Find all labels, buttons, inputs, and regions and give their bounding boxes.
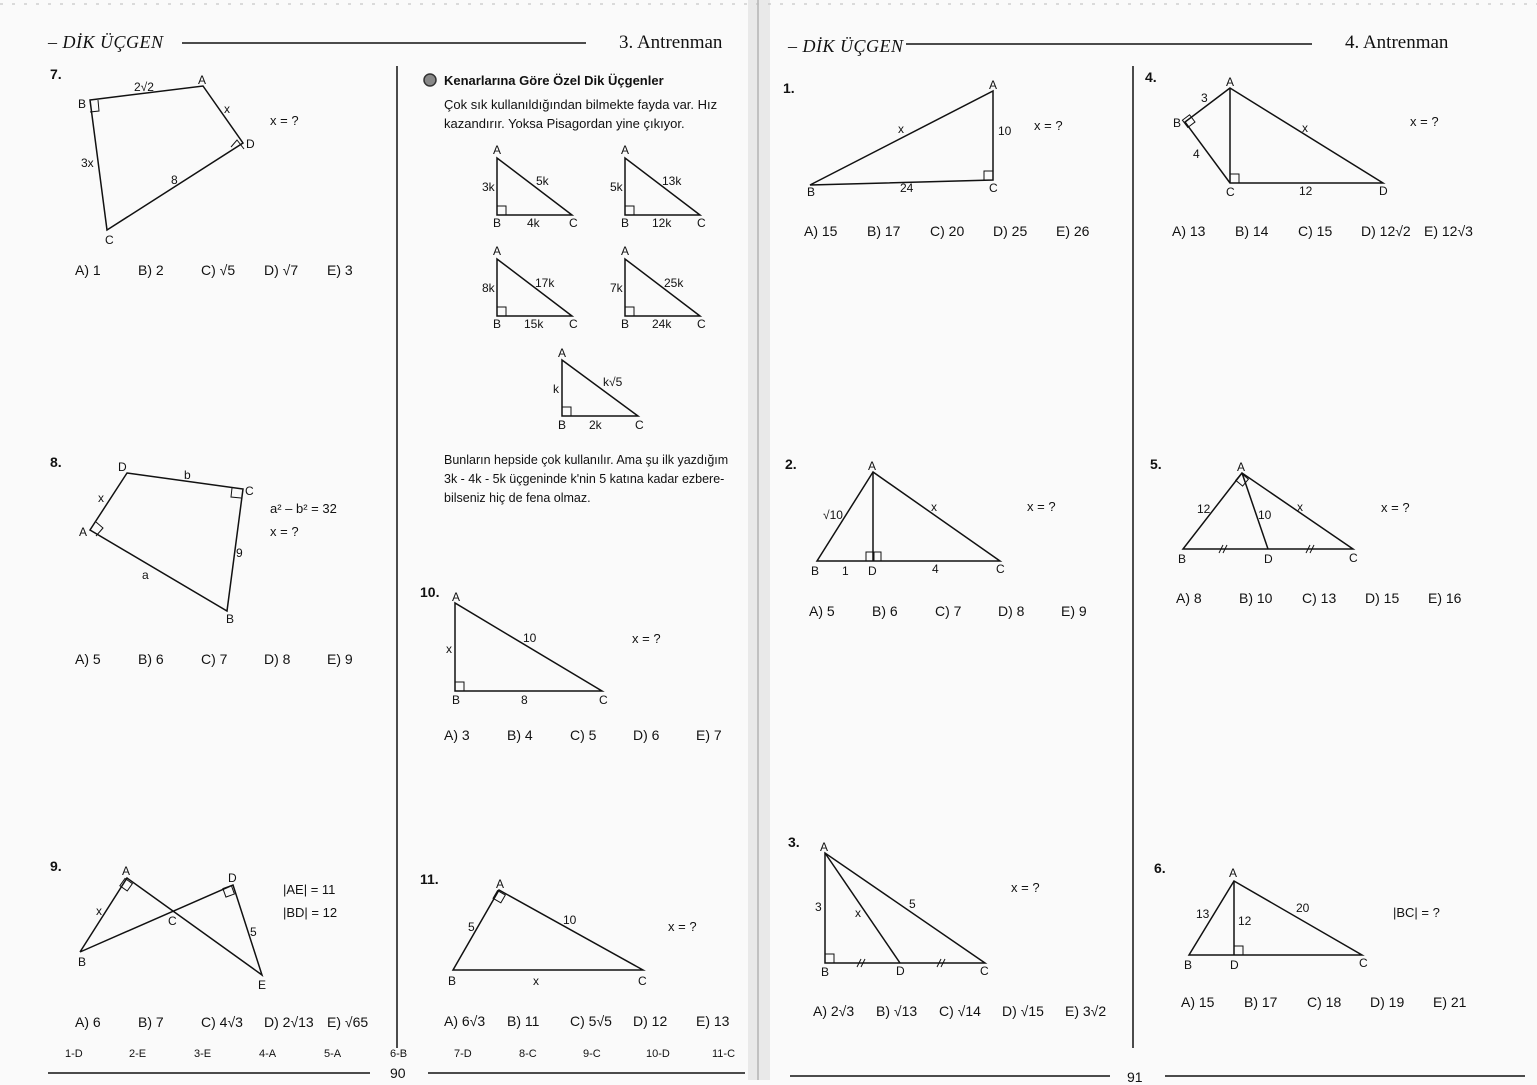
r1-option-d[interactable]: D) 25 (993, 223, 1028, 239)
t1-label-a: A (493, 143, 502, 157)
r5-side-ad: 10 (1258, 508, 1272, 522)
q10-side-ac: 10 (523, 631, 537, 645)
r1-question: x = ? (1034, 118, 1063, 133)
t1-leg-2: 4k (527, 216, 540, 230)
r3-question: x = ? (1011, 880, 1040, 895)
r1-option-e[interactable]: E) 26 (1056, 223, 1090, 239)
q7-option-b[interactable]: B) 2 (138, 262, 164, 278)
q8-number: 8. (50, 454, 62, 470)
t2-label-c: C (697, 216, 706, 230)
r1-option-a[interactable]: A) 15 (804, 223, 838, 239)
r5-number: 5. (1150, 456, 1162, 472)
t5-hyp: k√5 (603, 375, 623, 389)
t1-label-c: C (569, 216, 578, 230)
r2-side-ab: √10 (823, 508, 843, 522)
q8-label-d: D (118, 460, 127, 474)
q7-options (75, 262, 390, 278)
r4-option-c[interactable]: C) 15 (1298, 223, 1333, 239)
q7-question: x = ? (270, 113, 299, 128)
r2-options (809, 603, 1124, 619)
q8-side-cb: 9 (236, 546, 243, 560)
r6-side-ad: 12 (1238, 914, 1252, 928)
q8-options (75, 651, 390, 667)
q9-side-de: 5 (250, 925, 257, 939)
t5-leg-1: k (553, 382, 559, 396)
q10-side-bc: 8 (521, 693, 528, 707)
special-triangle-7-24-25 (625, 259, 700, 316)
r1-side-ba: x (898, 122, 904, 136)
r2-label-a: A (868, 459, 877, 473)
q11-option-a[interactable]: A) 6√3 (444, 1013, 486, 1029)
t4-label-c: C (697, 317, 706, 331)
right-header-title: – DİK ÜÇGEN (788, 36, 904, 56)
q7-label-b: B (78, 97, 87, 111)
r5-side-ac: x (1297, 500, 1303, 514)
q11-label-b: B (448, 974, 457, 988)
q9-label-b: B (78, 955, 87, 969)
r1-option-c[interactable]: C) 20 (930, 223, 965, 239)
r5-option-a[interactable]: A) 8 (1176, 590, 1202, 606)
t4-label-a: A (621, 244, 630, 258)
r1-label-b: B (807, 185, 816, 199)
r6-option-c[interactable]: C) 18 (1307, 994, 1342, 1010)
r3-label-b: B (821, 965, 830, 979)
t2-label-a: A (621, 143, 630, 157)
r5-option-c[interactable]: C) 13 (1302, 590, 1337, 606)
page-fold (748, 0, 770, 1080)
r2-label-b: B (811, 564, 820, 578)
q8-side-dc: b (184, 468, 191, 482)
t3-label-a: A (493, 244, 502, 258)
q7-label-a: A (198, 73, 207, 87)
r1-side-ac: 10 (998, 124, 1012, 138)
q10-question: x = ? (632, 631, 661, 646)
q11-options (444, 1013, 759, 1029)
r6-option-d[interactable]: D) 19 (1370, 994, 1405, 1010)
q10-option-b[interactable]: B) 4 (507, 727, 533, 743)
r4-options (1172, 223, 1487, 239)
r2-side-bd: 1 (842, 564, 849, 578)
q7-option-d[interactable]: D) √7 (264, 262, 299, 278)
r1-label-a: A (989, 78, 998, 92)
q11-side-bc: x (533, 974, 539, 988)
special-triangle-1-2-sqrt5 (562, 360, 638, 416)
t3-leg-2: 15k (524, 317, 544, 331)
t4-hyp: 25k (664, 276, 684, 290)
q11-number: 11. (420, 871, 439, 887)
info-bullet (424, 74, 436, 86)
r1-figure (810, 91, 993, 185)
q10-option-a[interactable]: A) 3 (444, 727, 470, 743)
t5-label-c: C (635, 418, 644, 432)
answer-7: 7-D (454, 1048, 472, 1060)
q8-label-b: B (226, 612, 235, 626)
q11-side-ab: 5 (468, 920, 475, 934)
answer-10: 10-D (646, 1048, 670, 1060)
t1-label-b: B (493, 216, 502, 230)
answer-6: 6-B (390, 1048, 408, 1060)
t3-label-b: B (493, 317, 502, 331)
q7-figure (90, 86, 244, 230)
r5-question: x = ? (1381, 500, 1410, 515)
q9-side-ab: x (96, 904, 102, 918)
r5-side-ab: 12 (1197, 502, 1211, 516)
answer-1: 1-D (65, 1048, 83, 1060)
r1-option-b[interactable]: B) 17 (867, 223, 901, 239)
r2-option-c[interactable]: C) 7 (935, 603, 962, 619)
r3-number: 3. (788, 834, 800, 850)
r2-side-dc: 4 (932, 562, 939, 576)
q9-option-a[interactable]: A) 6 (75, 1014, 101, 1030)
r6-option-e[interactable]: E) 21 (1433, 994, 1467, 1010)
r6-option-b[interactable]: B) 17 (1244, 994, 1278, 1010)
info-title: Kenarlarına Göre Özel Dik Üçgenler (444, 73, 664, 88)
r6-label-c: C (1359, 956, 1368, 970)
q9-label-e: E (258, 978, 267, 992)
r2-option-a[interactable]: A) 5 (809, 603, 835, 619)
r4-side-ad: x (1302, 121, 1308, 135)
t2-leg-1: 5k (610, 180, 623, 194)
info-note-3: bilseniz hiç de fena olmaz. (444, 491, 591, 505)
right-header-right: 4. Antrenman (1345, 32, 1449, 53)
r3-option-a[interactable]: A) 2√3 (813, 1003, 855, 1019)
r3-option-c[interactable]: C) √14 (939, 1003, 981, 1019)
q11-option-e[interactable]: E) 13 (696, 1013, 730, 1029)
t3-label-c: C (569, 317, 578, 331)
r4-side-ab: 3 (1201, 91, 1208, 105)
t1-leg-1: 3k (482, 180, 495, 194)
r3-side-ab: 3 (815, 900, 822, 914)
answer-11: 11-C (712, 1048, 736, 1060)
r3-option-d[interactable]: D) √15 (1002, 1003, 1044, 1019)
q8-side-ad: x (98, 491, 104, 505)
q7-label-d: D (246, 137, 255, 151)
q8-option-d[interactable]: D) 8 (264, 651, 291, 667)
t4-label-b: B (621, 317, 630, 331)
t4-leg-1: 7k (610, 281, 623, 295)
q9-option-c[interactable]: C) 4√3 (201, 1014, 243, 1030)
r5-label-b: B (1178, 552, 1187, 566)
q8-question: x = ? (270, 524, 299, 539)
r4-label-a: A (1226, 75, 1235, 89)
q9-label-a: A (122, 864, 131, 878)
q11-side-ac: 10 (563, 913, 577, 927)
t2-label-b: B (621, 216, 630, 230)
r4-question: x = ? (1410, 114, 1439, 129)
answer-9: 9-C (583, 1048, 601, 1060)
q10-option-d[interactable]: D) 6 (633, 727, 660, 743)
left-page-number: 90 (390, 1065, 406, 1081)
r3-side-ad: x (855, 906, 861, 920)
r4-side-cd: 12 (1299, 184, 1313, 198)
q9-option-d[interactable]: D) 2√13 (264, 1014, 314, 1030)
r4-option-e[interactable]: E) 12√3 (1424, 223, 1473, 239)
q7-option-a[interactable]: A) 1 (75, 262, 101, 278)
r1-label-c: C (989, 181, 998, 195)
r5-option-d[interactable]: D) 15 (1365, 590, 1400, 606)
r4-option-b[interactable]: B) 14 (1235, 223, 1269, 239)
q11-option-d[interactable]: D) 12 (633, 1013, 668, 1029)
r6-option-a[interactable]: A) 15 (1181, 994, 1215, 1010)
q10-figure (455, 603, 602, 691)
answer-3: 3-E (194, 1048, 212, 1060)
q11-label-c: C (638, 974, 647, 988)
q10-options (444, 727, 759, 743)
r5-option-b[interactable]: B) 10 (1239, 590, 1273, 606)
r6-label-a: A (1229, 866, 1238, 880)
q7-side-cd: 8 (171, 173, 178, 187)
q10-label-c: C (599, 693, 608, 707)
r6-label-d: D (1230, 958, 1239, 972)
r2-option-e[interactable]: E) 9 (1061, 603, 1087, 619)
special-triangle-3-4-5 (497, 158, 572, 215)
info-line-1: Çok sık kullanıldığından bilmekte fayda var. Hız (444, 97, 718, 112)
r4-number: 4. (1145, 69, 1157, 85)
q7-option-c[interactable]: C) √5 (201, 262, 236, 278)
r5-label-d: D (1264, 552, 1273, 566)
r6-options (1181, 994, 1496, 1010)
r6-question: |BC| = ? (1393, 905, 1440, 920)
info-note-1: Bunların hepside çok kullanılır. Ama şu ilk yazdığım (444, 453, 729, 467)
q10-number: 10. (420, 584, 440, 600)
q8-option-a[interactable]: A) 5 (75, 651, 101, 667)
q10-option-e[interactable]: E) 7 (696, 727, 722, 743)
q7-side-bc: 3x (81, 156, 94, 170)
answer-8: 8-C (519, 1048, 537, 1060)
q9-given-2: |BD| = 12 (283, 905, 338, 920)
r3-figure (825, 853, 985, 967)
r2-side-ac: x (931, 500, 937, 514)
t5-label-b: B (558, 418, 567, 432)
q8-figure (90, 473, 243, 611)
q11-option-c[interactable]: C) 5√5 (570, 1013, 612, 1029)
q8-side-ab: a (142, 568, 149, 582)
q8-option-e[interactable]: E) 9 (327, 651, 353, 667)
q7-side-ab: 2√2 (134, 80, 154, 94)
r2-option-d[interactable]: D) 8 (998, 603, 1025, 619)
r4-option-a[interactable]: A) 13 (1172, 223, 1206, 239)
t3-leg-1: 8k (482, 281, 495, 295)
q8-label-a: A (79, 525, 88, 539)
answer-4: 4-A (259, 1048, 277, 1060)
r2-question: x = ? (1027, 499, 1056, 514)
q9-given-1: |AE| = 11 (283, 882, 336, 897)
r6-side-ab: 13 (1196, 907, 1210, 921)
q11-option-b[interactable]: B) 11 (507, 1013, 540, 1029)
q8-label-c: C (245, 484, 254, 498)
r3-option-e[interactable]: E) 3√2 (1065, 1003, 1107, 1019)
info-line-2: kazandırır. Yoksa Pisagordan yine çıkıyor. (444, 116, 685, 131)
r3-label-c: C (980, 964, 989, 978)
r5-label-a: A (1237, 460, 1246, 474)
r3-label-a: A (820, 840, 829, 854)
r6-label-b: B (1184, 958, 1193, 972)
q9-label-d: D (228, 871, 237, 885)
t5-leg-2: 2k (589, 418, 602, 432)
r1-side-bc: 24 (900, 181, 914, 195)
t2-leg-2: 12k (652, 216, 672, 230)
q10-label-b: B (452, 693, 461, 707)
r4-side-bc: 4 (1193, 147, 1200, 161)
t3-hyp: 17k (535, 276, 555, 290)
q10-option-c[interactable]: C) 5 (570, 727, 597, 743)
r3-side-ac: 5 (909, 897, 916, 911)
q11-figure (453, 890, 643, 970)
r1-options (804, 223, 1119, 239)
q9-option-e[interactable]: E) √65 (327, 1014, 369, 1030)
r4-label-d: D (1379, 184, 1388, 198)
q11-question: x = ? (668, 919, 697, 934)
q8-option-b[interactable]: B) 6 (138, 651, 164, 667)
r3-option-b[interactable]: B) √13 (876, 1003, 918, 1019)
q9-number: 9. (50, 858, 62, 874)
r2-label-c: C (996, 562, 1005, 576)
info-note-2: 3k - 4k - 5k üçgeninde k'nin 5 katına kadar ezbere- (444, 472, 725, 486)
r1-number: 1. (783, 80, 795, 96)
r6-side-ac: 20 (1296, 901, 1310, 915)
r4-label-c: C (1226, 185, 1235, 199)
t1-hyp: 5k (536, 174, 549, 188)
q8-option-c[interactable]: C) 7 (201, 651, 228, 667)
q7-option-e[interactable]: E) 3 (327, 262, 353, 278)
r4-option-d[interactable]: D) 12√2 (1361, 223, 1411, 239)
r3-label-d: D (896, 964, 905, 978)
q9-options (75, 1014, 390, 1030)
r5-option-e[interactable]: E) 16 (1428, 590, 1462, 606)
r2-label-d: D (868, 564, 877, 578)
r2-figure (817, 472, 1000, 561)
q9-label-c: C (168, 914, 177, 928)
r2-option-b[interactable]: B) 6 (872, 603, 898, 619)
q8-given: a² – b² = 32 (270, 501, 337, 516)
answer-2: 2-E (129, 1048, 147, 1060)
q7-side-ad: x (224, 102, 230, 116)
left-header-right: 3. Antrenman (619, 32, 723, 53)
q7-label-c: C (105, 233, 114, 247)
right-page-number: 91 (1127, 1069, 1143, 1085)
r3-options (813, 1003, 1128, 1019)
q10-side-ab: x (446, 642, 452, 656)
r2-number: 2. (785, 456, 797, 472)
r6-figure (1189, 881, 1362, 955)
answer-5: 5-A (324, 1048, 342, 1060)
t4-leg-2: 24k (652, 317, 672, 331)
t2-hyp: 13k (662, 174, 682, 188)
r4-figure (1182, 88, 1383, 183)
q9-option-b[interactable]: B) 7 (138, 1014, 164, 1030)
q10-label-a: A (452, 590, 461, 604)
r6-number: 6. (1154, 860, 1166, 876)
r4-label-b: B (1173, 116, 1182, 130)
r5-options (1176, 590, 1491, 606)
q11-label-a: A (496, 877, 505, 891)
left-header-title: – DİK ÜÇGEN (48, 32, 164, 52)
t5-label-a: A (558, 346, 567, 360)
r5-label-c: C (1349, 551, 1358, 565)
q7-number: 7. (50, 66, 62, 82)
